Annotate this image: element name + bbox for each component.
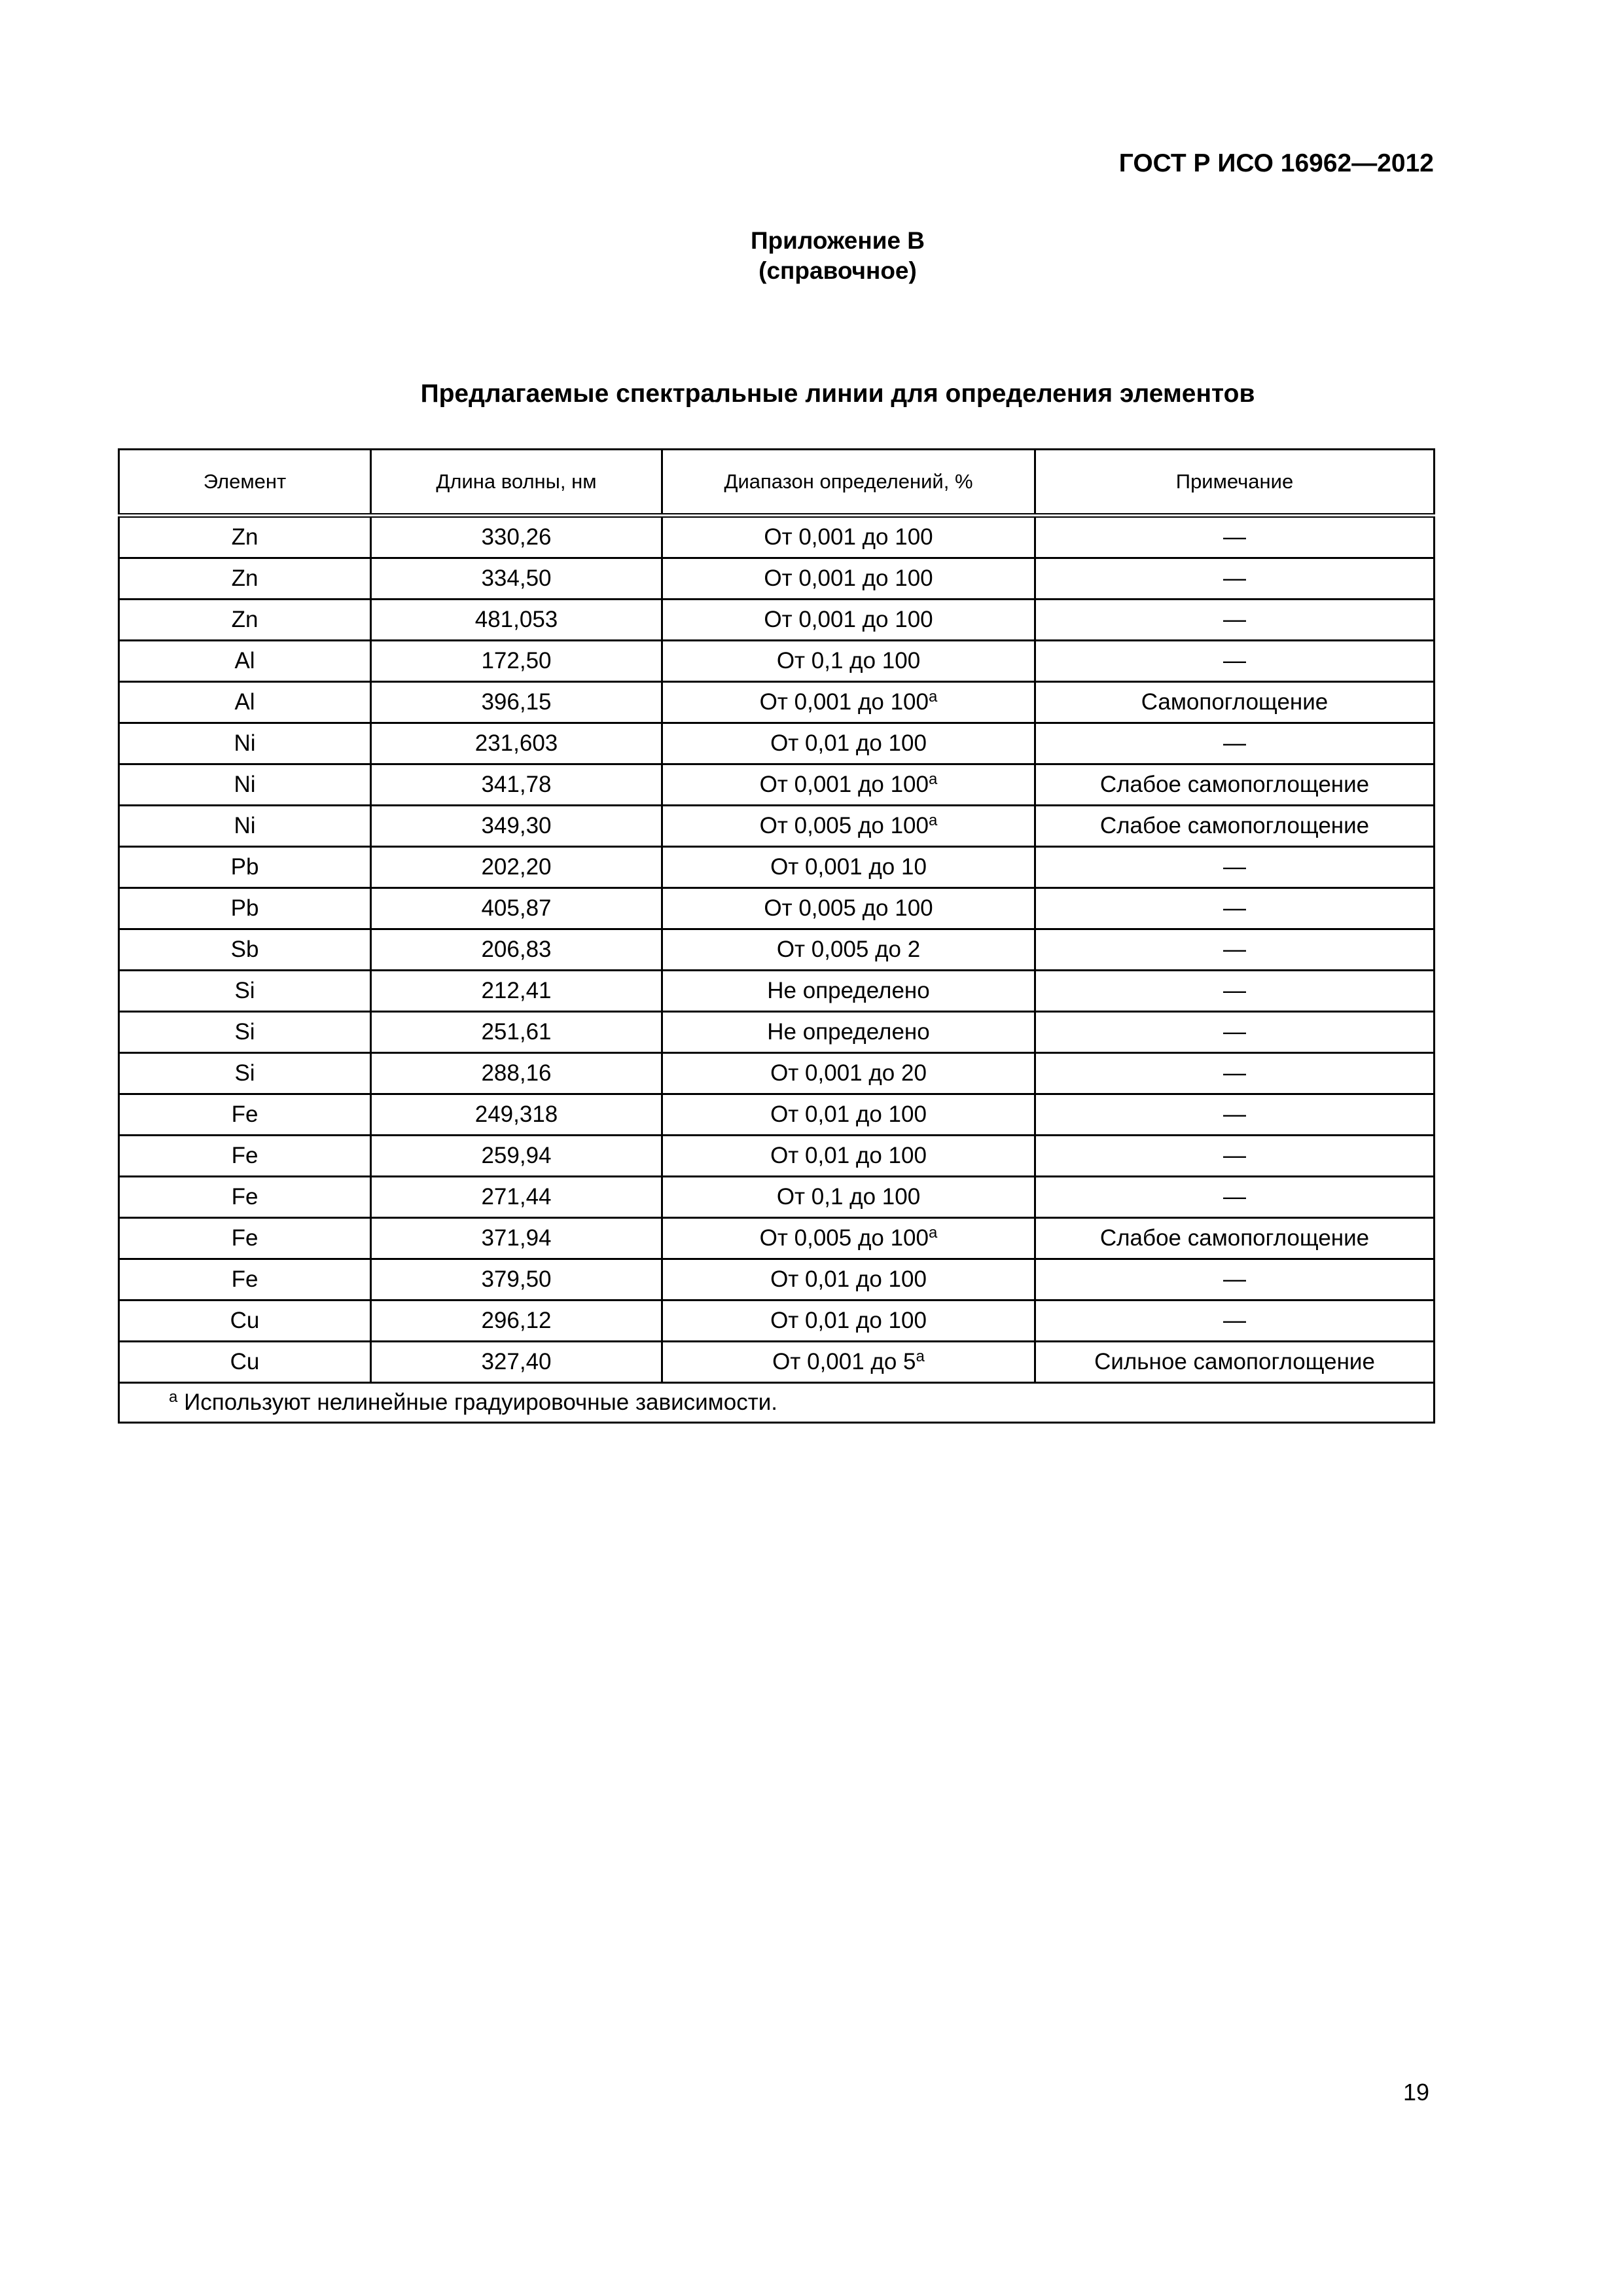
cell-element-text: Si xyxy=(234,1019,255,1045)
cell-note-text: — xyxy=(1223,895,1246,921)
cell-range-text: От 0,001 до 5 xyxy=(772,1349,916,1374)
appendix-subtitle: (справочное) xyxy=(758,257,917,284)
cell-note xyxy=(1035,1136,1435,1177)
cell-range xyxy=(662,1259,1035,1300)
cell-range xyxy=(662,600,1035,641)
cell-element xyxy=(119,641,371,682)
cell-range-text: От 0,001 до 10 xyxy=(770,854,927,880)
cell-wavelength xyxy=(371,1136,662,1177)
cell-element-text: Cu xyxy=(230,1308,260,1333)
cell-note-text: — xyxy=(1223,854,1246,880)
cell-range xyxy=(662,929,1035,971)
cell-range-text: Не определено xyxy=(767,1019,930,1045)
cell-element-text: Fe xyxy=(231,1102,259,1127)
cell-range-text: От 0,001 до 100 xyxy=(764,524,933,550)
cell-wavelength xyxy=(371,929,662,971)
cell-element xyxy=(119,1136,371,1177)
cell-wavelength-text: 330,26 xyxy=(481,524,552,550)
cell-note-text: Слабое самопоглощение xyxy=(1099,813,1370,838)
cell-wavelength xyxy=(371,1094,662,1136)
cell-note-text: — xyxy=(1223,1308,1246,1333)
cell-range-text: От 0,005 до 100 xyxy=(759,813,929,838)
cell-note-text: — xyxy=(1223,937,1246,962)
table-title: Предлагаемые спектральные линии для определения элементов xyxy=(420,380,1255,408)
cell-element-text: Fe xyxy=(231,1143,259,1168)
table-row xyxy=(119,1342,1435,1383)
cell-note-text: — xyxy=(1223,730,1246,756)
cell-element xyxy=(119,1342,371,1383)
cell-note-text: — xyxy=(1223,648,1246,673)
table-row xyxy=(119,1259,1435,1300)
cell-wavelength xyxy=(371,806,662,847)
cell-element xyxy=(119,558,371,600)
cell-wavelength-text: 259,94 xyxy=(481,1143,552,1168)
cell-note-text: — xyxy=(1223,1019,1246,1045)
cell-element-text: Si xyxy=(234,978,255,1003)
cell-range xyxy=(662,1300,1035,1342)
column-header-element: Элемент xyxy=(119,450,371,516)
cell-range xyxy=(662,1094,1035,1136)
cell-note xyxy=(1035,558,1435,600)
cell-wavelength xyxy=(371,971,662,1012)
cell-wavelength xyxy=(371,1053,662,1094)
cell-element xyxy=(119,971,371,1012)
cell-note-text: — xyxy=(1223,1184,1246,1210)
cell-wavelength xyxy=(371,682,662,723)
cell-range-text: От 0,001 до 100 xyxy=(759,772,929,797)
table-row xyxy=(119,1177,1435,1218)
cell-note-text: Самопоглощение xyxy=(1141,689,1329,715)
cell-wavelength xyxy=(371,1342,662,1383)
column-header-note: Примечание xyxy=(1035,450,1435,516)
cell-element xyxy=(119,1177,371,1218)
cell-wavelength-text: 202,20 xyxy=(481,854,552,880)
table-row xyxy=(119,1094,1435,1136)
cell-element-text: Ni xyxy=(234,772,256,797)
cell-range-text: От 0,01 до 100 xyxy=(770,730,927,756)
table-row xyxy=(119,1053,1435,1094)
cell-element xyxy=(119,888,371,929)
cell-element-text: Zn xyxy=(231,565,259,591)
cell-wavelength-text: 212,41 xyxy=(481,978,552,1003)
cell-wavelength-text: 327,40 xyxy=(481,1349,552,1374)
cell-note-text: — xyxy=(1223,978,1246,1003)
cell-range xyxy=(662,1136,1035,1177)
cell-note xyxy=(1035,641,1435,682)
cell-element-text: Fe xyxy=(231,1266,259,1292)
cell-element-text: Fe xyxy=(231,1184,259,1210)
cell-range xyxy=(662,1012,1035,1053)
cell-wavelength xyxy=(371,888,662,929)
cell-note-text: Слабое самопоглощение xyxy=(1099,772,1370,797)
cell-range-text: Не определено xyxy=(767,978,930,1003)
cell-element xyxy=(119,1300,371,1342)
table-row xyxy=(119,1012,1435,1053)
cell-element-text: Fe xyxy=(231,1225,259,1251)
cell-wavelength xyxy=(371,1177,662,1218)
cell-range xyxy=(662,641,1035,682)
footnote-reference-mark: a xyxy=(916,1348,925,1365)
cell-note-text: Слабое самопоглощение xyxy=(1099,1225,1370,1251)
cell-wavelength xyxy=(371,847,662,888)
cell-element-text: Al xyxy=(234,689,255,715)
cell-wavelength xyxy=(371,1218,662,1259)
cell-wavelength-text: 371,94 xyxy=(481,1225,552,1251)
cell-element-text: Zn xyxy=(231,607,259,632)
cell-note xyxy=(1035,929,1435,971)
cell-note-text: — xyxy=(1223,565,1246,591)
cell-element xyxy=(119,929,371,971)
cell-note xyxy=(1035,1218,1435,1259)
table-row xyxy=(119,764,1435,806)
cell-range-text: От 0,01 до 100 xyxy=(770,1143,927,1168)
cell-wavelength-text: 206,83 xyxy=(481,937,552,962)
cell-element xyxy=(119,806,371,847)
table-row xyxy=(119,516,1435,558)
cell-range xyxy=(662,682,1035,723)
appendix-heading xyxy=(0,226,1623,286)
cell-note-text: — xyxy=(1223,1102,1246,1127)
cell-wavelength xyxy=(371,600,662,641)
spectral-lines-table xyxy=(118,448,1435,1424)
cell-element xyxy=(119,682,371,723)
cell-note-text: — xyxy=(1223,1143,1246,1168)
cell-note xyxy=(1035,682,1435,723)
cell-note-text: — xyxy=(1223,1060,1246,1086)
cell-range-text: От 0,005 до 2 xyxy=(776,937,921,962)
cell-note xyxy=(1035,971,1435,1012)
table-row xyxy=(119,929,1435,971)
cell-range xyxy=(662,806,1035,847)
cell-note-text: — xyxy=(1223,524,1246,550)
cell-range-text: От 0,001 до 20 xyxy=(770,1060,927,1086)
footnote-cell xyxy=(119,1383,1435,1423)
cell-element-text: Zn xyxy=(231,524,259,550)
cell-element xyxy=(119,847,371,888)
cell-note xyxy=(1035,723,1435,764)
table-row xyxy=(119,682,1435,723)
table-row xyxy=(119,888,1435,929)
cell-element xyxy=(119,600,371,641)
table-body xyxy=(119,516,1435,1383)
appendix-title: Приложение В xyxy=(750,227,925,254)
cell-range-text: От 0,01 до 100 xyxy=(770,1266,927,1292)
cell-note-text: — xyxy=(1223,607,1246,632)
cell-note xyxy=(1035,1094,1435,1136)
cell-wavelength-text: 341,78 xyxy=(481,772,552,797)
cell-wavelength xyxy=(371,723,662,764)
footnote-mark: a xyxy=(169,1388,178,1406)
cell-note xyxy=(1035,847,1435,888)
cell-note xyxy=(1035,1012,1435,1053)
cell-wavelength-text: 405,87 xyxy=(481,895,552,921)
cell-element-text: Ni xyxy=(234,813,256,838)
cell-range xyxy=(662,847,1035,888)
cell-element xyxy=(119,1218,371,1259)
cell-wavelength-text: 231,603 xyxy=(474,730,558,756)
cell-note xyxy=(1035,888,1435,929)
cell-wavelength xyxy=(371,558,662,600)
cell-note xyxy=(1035,806,1435,847)
cell-wavelength-text: 349,30 xyxy=(481,813,552,838)
cell-note xyxy=(1035,1259,1435,1300)
cell-element-text: Pb xyxy=(230,854,259,880)
table-row xyxy=(119,1300,1435,1342)
cell-wavelength xyxy=(371,764,662,806)
cell-range-text: От 0,1 до 100 xyxy=(776,1184,921,1210)
cell-range-text: От 0,001 до 100 xyxy=(759,689,929,715)
cell-wavelength xyxy=(371,641,662,682)
cell-wavelength-text: 396,15 xyxy=(481,689,552,715)
cell-wavelength-text: 296,12 xyxy=(481,1308,552,1333)
cell-range xyxy=(662,516,1035,558)
cell-note xyxy=(1035,600,1435,641)
table-row xyxy=(119,1218,1435,1259)
cell-element xyxy=(119,723,371,764)
cell-element-text: Ni xyxy=(234,730,256,756)
cell-wavelength-text: 271,44 xyxy=(481,1184,552,1210)
cell-range-text: От 0,005 до 100 xyxy=(759,1225,929,1251)
cell-element-text: Pb xyxy=(230,895,259,921)
document-code: ГОСТ Р ИСО 16962—2012 xyxy=(1118,149,1434,177)
cell-element-text: Sb xyxy=(230,937,259,962)
cell-range xyxy=(662,723,1035,764)
cell-wavelength xyxy=(371,1012,662,1053)
cell-wavelength xyxy=(371,516,662,558)
cell-note xyxy=(1035,1053,1435,1094)
cell-wavelength-text: 379,50 xyxy=(481,1266,552,1292)
footnote-reference-mark: a xyxy=(928,812,938,829)
cell-range xyxy=(662,1342,1035,1383)
cell-element xyxy=(119,1259,371,1300)
cell-note xyxy=(1035,516,1435,558)
footnote-reference-mark: a xyxy=(928,770,938,788)
cell-range-text: От 0,01 до 100 xyxy=(770,1102,927,1127)
cell-element-text: Cu xyxy=(230,1349,260,1374)
cell-wavelength-text: 251,61 xyxy=(481,1019,552,1045)
cell-note-text: — xyxy=(1223,1266,1246,1292)
cell-range xyxy=(662,764,1035,806)
cell-element xyxy=(119,1053,371,1094)
cell-range xyxy=(662,971,1035,1012)
cell-note xyxy=(1035,1342,1435,1383)
cell-element xyxy=(119,1012,371,1053)
table-row xyxy=(119,847,1435,888)
cell-note xyxy=(1035,1177,1435,1218)
cell-range xyxy=(662,1053,1035,1094)
cell-wavelength-text: 334,50 xyxy=(481,565,552,591)
cell-wavelength-text: 249,318 xyxy=(474,1102,558,1127)
column-header-wavelength: Длина волны, нм xyxy=(371,450,662,516)
footnote-reference-mark: a xyxy=(928,688,938,706)
cell-element xyxy=(119,516,371,558)
table-row xyxy=(119,641,1435,682)
cell-range xyxy=(662,558,1035,600)
table-row xyxy=(119,558,1435,600)
table-row xyxy=(119,1136,1435,1177)
cell-range-text: От 0,001 до 100 xyxy=(764,565,933,591)
table-row xyxy=(119,806,1435,847)
column-header-range: Диапазон определений, % xyxy=(662,450,1035,516)
cell-range xyxy=(662,1218,1035,1259)
table-row xyxy=(119,723,1435,764)
cell-element-text: Si xyxy=(234,1060,255,1086)
cell-element-text: Al xyxy=(234,648,255,673)
cell-note-text: Сильное самопоглощение xyxy=(1094,1349,1375,1374)
footnote-row xyxy=(119,1383,1435,1423)
table-header-row xyxy=(119,450,1435,516)
cell-range-text: От 0,005 до 100 xyxy=(764,895,933,921)
cell-element xyxy=(119,1094,371,1136)
cell-wavelength xyxy=(371,1259,662,1300)
table-row xyxy=(119,971,1435,1012)
cell-range xyxy=(662,888,1035,929)
cell-wavelength-text: 288,16 xyxy=(481,1060,552,1086)
cell-range-text: От 0,001 до 100 xyxy=(764,607,933,632)
footnote-text: Используют нелинейные градуировочные зависимости. xyxy=(177,1390,778,1415)
cell-note xyxy=(1035,764,1435,806)
page-number: 19 xyxy=(1402,2079,1429,2106)
cell-range-text: От 0,1 до 100 xyxy=(776,648,921,673)
cell-element xyxy=(119,764,371,806)
cell-note xyxy=(1035,1300,1435,1342)
footnote-reference-mark: a xyxy=(928,1224,938,1242)
cell-wavelength-text: 172,50 xyxy=(481,648,552,673)
table-row xyxy=(119,600,1435,641)
cell-wavelength xyxy=(371,1300,662,1342)
cell-wavelength-text: 481,053 xyxy=(474,607,558,632)
cell-range xyxy=(662,1177,1035,1218)
cell-range-text: От 0,01 до 100 xyxy=(770,1308,927,1333)
